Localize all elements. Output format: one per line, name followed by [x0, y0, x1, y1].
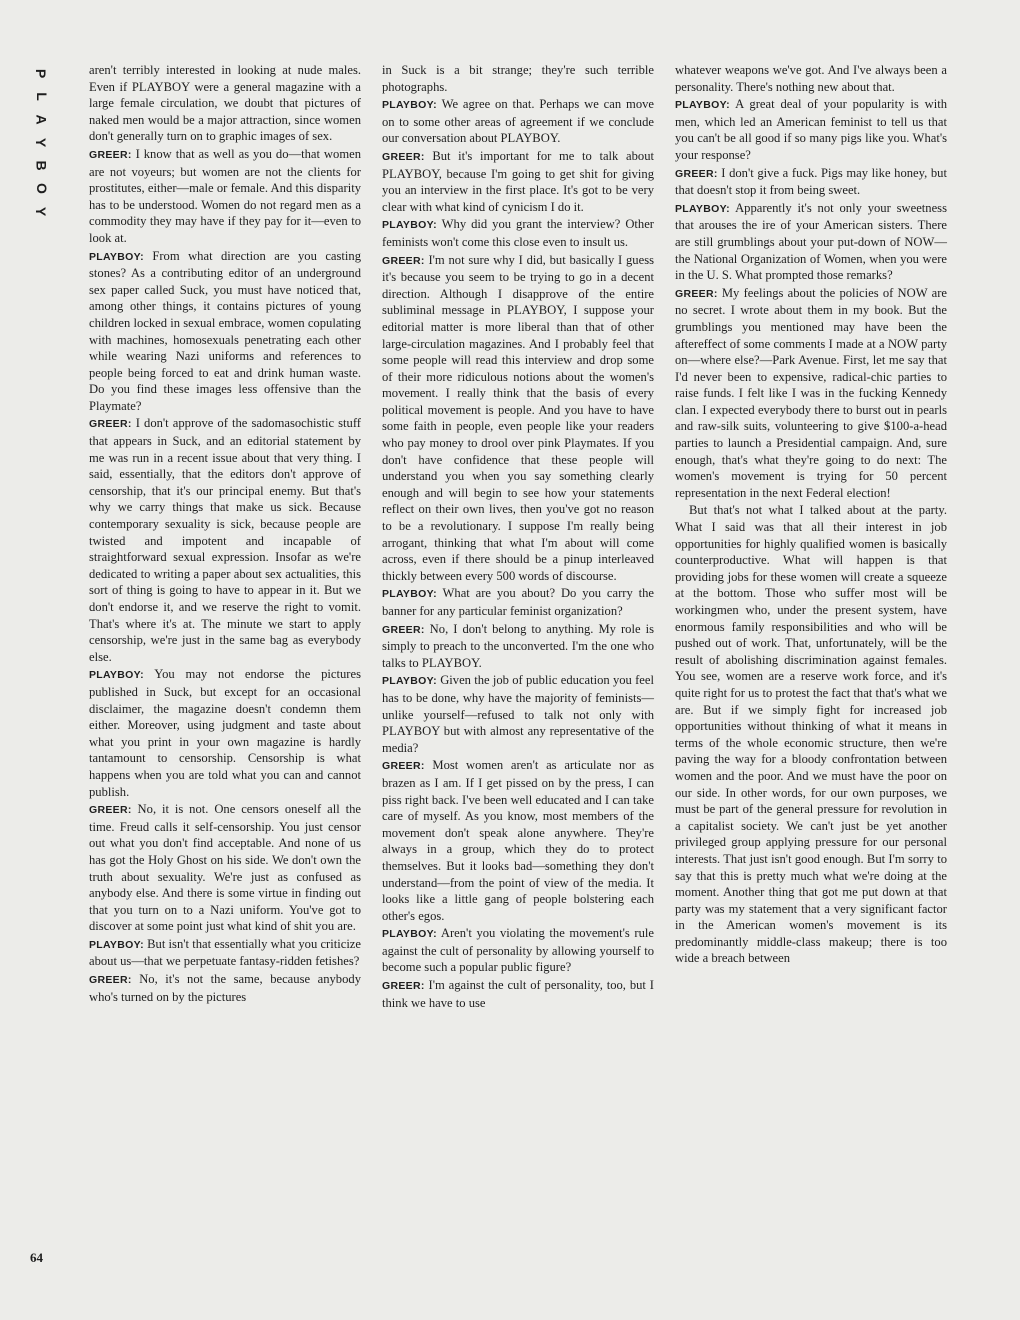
text-column-2: [382, 62, 654, 1011]
interview-paragraph: [382, 148, 654, 215]
running-head-letter: O: [33, 183, 50, 194]
interview-paragraph: [675, 165, 947, 199]
paragraph-text: What are you about? Do you carry the banner for any particular feminist organization?: [382, 586, 654, 618]
paragraph-text: My feelings about the policies of NOW are no secret. I wrote about them in my book. But the grumblings you mentioned may have been the aftereffect of some comments I made at a NOW party on—where else?—Park Avenue. First, let me say that I'd never been to expensive, radical-chic parties to raise funds. I felt like I was in the fucking Kennedy clan. I expected everybody there to burst out in pearls and raw-silk suits, volunteering to give $100-a-head parties to launch a Presidential campaign. And, sure enough, that's what they're going to do next: The women's movement is trying for 50 percent representation in the next Federal election!: [675, 285, 947, 500]
speaker-label: PLAYBOY:: [89, 250, 144, 263]
paragraph-text: But isn't that essentially what you criticize about us—that we perpetuate fantasy-ridden fetishes?: [89, 936, 361, 969]
speaker-label: GREER:: [675, 167, 718, 180]
paragraph-text: in Suck is a bit strange; they're such terrible photographs.: [382, 63, 654, 94]
speaker-label: GREER:: [89, 418, 132, 431]
paragraph-text: Most women aren't as articulate nor as brazen as I am. If I get pissed on by the press, I can piss right back. I've been well educated and I can take care of myself. As you know, most members of the movement don't speak alone anywhere. They're always in a group, which they do to protect themselves. But it looks bad—something they don't understand—from the point of view of the media. It looks like a little gang of people bolstering each other's egos.: [382, 758, 654, 923]
speaker-label: PLAYBOY:: [382, 928, 437, 941]
speaker-label: PLAYBOY:: [89, 669, 144, 682]
interview-paragraph: [382, 585, 654, 619]
speaker-label: PLAYBOY:: [675, 202, 730, 215]
running-head-letter: P: [33, 68, 50, 79]
paragraph-text: Aren't you violating the movement's rule against the cult of personality by allowing yourself to become such a popular public figure?: [382, 926, 654, 975]
text-column-3: [675, 62, 947, 967]
speaker-label: GREER:: [382, 760, 425, 773]
speaker-label: PLAYBOY:: [675, 99, 730, 112]
paragraph-text: Why did you grant the interview? Other feminists won't come this close even to insult us.: [382, 217, 654, 249]
interview-paragraph: [89, 936, 361, 970]
interview-paragraph: [89, 248, 361, 415]
interview-paragraph: [675, 285, 947, 502]
paragraph-text: aren't terribly interested in looking at nude males. Even if PLAYBOY were a general magazine with a large female circulation, we doubt that pictures of naked men would be a major attraction, since women don't generally turn on to graphic images of sex.: [89, 63, 361, 144]
paragraph-text: No, it's not the same, because anybody who's turned on by the pictures: [89, 972, 361, 1004]
paragraph-text: From what direction are you casting stones? As a contributing editor of an underground sex paper called Suck, you must have noticed that, among other things, it contains pictures of young children locked in sexual embrace, women copulating with machines, homosexuals penetrating each other while wearing Nazi uniforms and references to people being forced to eat and drink human waste. Do you find these images less offensive than the Playmate?: [89, 248, 361, 413]
interview-paragraph: [675, 62, 947, 95]
paragraph-text: But it's important for me to talk about PLAYBOY, because I'm going to get shit for giving you an interview in the first place. It's got to be very clear with what kind of cynicism I do it.: [382, 148, 654, 214]
interview-paragraph: [675, 502, 947, 967]
interview-paragraph: [675, 200, 947, 284]
interview-paragraph: [382, 96, 654, 147]
speaker-label: GREER:: [382, 254, 425, 267]
paragraph-text: Apparently it's not only your sweetness that arouses the ire of your American sisters. There are still grumblings about your put-down of NOW—the National Organization of Women, when you were in the U. S. What prompted those remarks?: [675, 200, 947, 283]
paragraph-text: A great deal of your popularity is with men, which led an American feminist to tell us that you can't be all good if so many pigs like you. What's your response?: [675, 97, 947, 162]
interview-paragraph: [89, 415, 361, 665]
paragraph-text: But that's not what I talked about at the party. What I said was that all their interest in job opportunities for highly qualified women is basically counterproductive. What will happen is that providing jobs for these women will create a squeeze at the bottom. Those who suffer most will be workingmen who, under the present system, have enormous family responsibilities and who will be pushed out of work. That, unfortunately, will be the result of abolishing discrimination against females. You see, women are a reserve work force, and it's quite right for us to protest the fact that that's what we are. But if we simply fight for increased job opportunities without thinking of what it means in terms of the whole economic structure, then we're paving the way for a bloody confrontation between women and the poor. And we must have the poor on our side. In other words, for our own purposes, we must be part of the general pressure for revolution in a capitalist society. We can't just be yet another privileged group applying pressure for our personal interests. That just isn't good enough. But I'm sorry to say that this is pretty much what we're doing at the moment. Another thing that got me put down at that party was my statement that a very significant factor in the American women's movement is its predominantly middle-class makeup; there is too wide a breach between: [675, 503, 947, 966]
paragraph-text: I'm against the cult of personality, too, but I think we have to use: [382, 978, 654, 1010]
speaker-label: PLAYBOY:: [382, 675, 437, 688]
paragraph-text: I'm not sure why I did, but basically I guess it's because you seem to be trying to go in a decent direction. Although I disapprove of the entire subliminal message in PLAYBOY, I suppose your editorial matter is more liberal than that of other large-circulation magazines. And I probably feel that some people will read this interview and drop some of their more ridiculous notions about the women's movement. I really think that the basis of every political movement is people. And you have to have some faith in people, even people like your readers who pay money to drool over pink Playmates. If you don't have confidence that these people will understand you when you say something clearly enough and will begin to see how your statements reflect on their own lives, then you've got no reason to be a revolutionary. I suppose I'm really being arrogant, thinking that what I'm about will come across, even if there should be a pinup interleaved thickly between every 500 words of discourse.: [382, 252, 654, 583]
paragraph-text: No, it is not. One censors oneself all the time. Freud calls it self-censorship. You just censor out what you don't find acceptable. And none of us has got the Holy Ghost on his side. We don't own the truth about sexuality. We're just as confused as anybody else. And there is some virtue in finding out that you turn on to a Nazi uniform. You've got to discover at some point just what kind of shit you are.: [89, 802, 361, 934]
running-head-letter: L: [33, 92, 50, 101]
interview-paragraph: [89, 146, 361, 247]
interview-paragraph: [89, 801, 361, 935]
text-column-1: [89, 62, 361, 1005]
speaker-label: GREER:: [382, 150, 425, 163]
running-head: [30, 62, 52, 223]
paragraph-text: I don't approve of the sadomasochistic stuff that appears in Suck, and an editorial statement by me was run in a recent issue about that very thing. I said, essentially, that the editors don't approve of censorship, that it's our principal enemy. But that's why we carry things that make us sick. Because contemporary sexuality is sick, because people are twisted and impotent and incapable of straightforward sexual expression. Insofar as we're dedicated to writing a paper about sex actualities, this sort of thing is going to have to appear in it. But we don't endorse it, and we reserve the right to vomit. That's where it's at. The minute we start to apply censorship, we're just in the same bag as everybody else.: [89, 416, 361, 664]
running-head-letter: Y: [33, 206, 50, 217]
speaker-label: GREER:: [89, 804, 132, 817]
paragraph-text: No, I don't belong to anything. My role is simply to preach to the unconverted. I'm the one who talks to PLAYBOY.: [382, 621, 654, 670]
speaker-label: GREER:: [89, 148, 132, 161]
paragraph-text: I don't give a fuck. Pigs may like honey, but that doesn't stop it from being sweet.: [675, 165, 947, 198]
speaker-label: PLAYBOY:: [89, 938, 144, 951]
interview-paragraph: [382, 252, 654, 585]
interview-paragraph: [89, 666, 361, 800]
speaker-label: GREER:: [89, 974, 132, 987]
interview-paragraph: [382, 977, 654, 1011]
paragraph-text: We agree on that. Perhaps we can move on to some other areas of agreement if we conclude our conversation about PLAYBOY.: [382, 97, 654, 146]
paragraph-text: I know that as well as you do—that women are not voyeurs; but women are not the clients for prostitutes, either—male or female. And this disparity has to be understood. Women do not regard men as a commodity they may have if they pay for it—even to look at.: [89, 146, 362, 245]
running-head-letter: B: [33, 160, 50, 171]
speaker-label: GREER:: [675, 287, 718, 300]
page-number: 64: [30, 1250, 43, 1265]
running-head-letter: A: [33, 114, 50, 125]
interview-paragraph: [382, 925, 654, 976]
interview-paragraph: [382, 216, 654, 250]
speaker-label: PLAYBOY:: [382, 588, 437, 601]
speaker-label: PLAYBOY:: [382, 99, 437, 112]
interview-paragraph: [89, 971, 361, 1005]
paragraph-text: Given the job of public education you feel has to be done, why have the majority of feminists—unlike yourself—refused to talk not only with PLAYBOY but with almost any representative of the media?: [382, 673, 654, 755]
interview-paragraph: [382, 672, 654, 756]
paragraph-text: You may not endorse the pictures published in Suck, but except for an occasional disclaimer, the magazine doesn't condemn them either. Moreover, using judgment and taste about what you print in your own magazine is hardly tantamount to censorship. Censorship is what happens when you are told what you can and cannot publish.: [89, 667, 361, 799]
interview-paragraph: [382, 621, 654, 672]
running-head-letter: Y: [33, 137, 50, 148]
interview-paragraph: [89, 62, 361, 145]
speaker-label: GREER:: [382, 980, 425, 993]
interview-paragraph: [675, 96, 947, 163]
paragraph-text: whatever weapons we've got. And I've always been a personality. There's nothing new about that.: [675, 63, 947, 94]
interview-paragraph: [382, 757, 654, 924]
speaker-label: PLAYBOY:: [382, 219, 437, 232]
interview-paragraph: [382, 62, 654, 95]
speaker-label: GREER:: [382, 623, 425, 636]
